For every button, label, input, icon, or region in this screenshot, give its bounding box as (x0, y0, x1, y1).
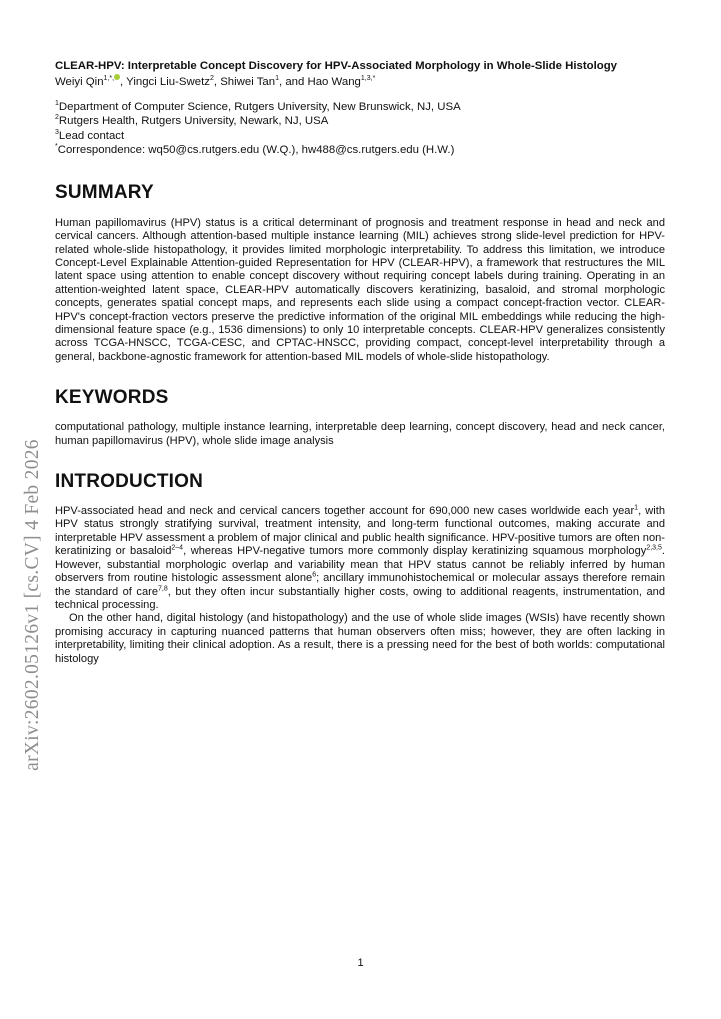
introduction-body (55, 505, 665, 666)
affiliation-text: Lead contact (58, 129, 125, 142)
paper-page (55, 60, 665, 666)
affiliation-text: Correspondence: wq50@cs.rutgers.edu (W.Q.), hw488@cs.rutgers.edu (H.W.) (57, 144, 455, 157)
page-number: 1 (357, 957, 364, 969)
affiliation-line (55, 100, 665, 115)
citation-reference[interactable]: 6 (312, 571, 317, 579)
author-name: Shiwei Tan (220, 75, 276, 88)
affiliation-marker: 1 (55, 100, 59, 107)
intro-paragraph-2: On the other hand, digital histology (and histopathology) and the use of whole slide images (WSIs) have recently shown promising accuracy in capturing nuanced patterns that human observers often miss; however, they are often lacking in interpretability, limiting their clinical adoption. As a result, there is a pressing need for the best of both worlds: computational histology (55, 612, 665, 665)
introduction-heading: INTRODUCTION (55, 471, 204, 493)
author-affiliation-marker: 1,3,* (360, 75, 376, 82)
paper-title: CLEAR-HPV: Interpretable Concept Discovery for HPV-Associated Morphology in Whole-Slide Histology (55, 60, 618, 72)
keywords-text: computational pathology, multiple instance learning, interpretable deep learning, concept discovery, head and neck cancer, human papillomavirus (HPV), whole slide image analysis (55, 421, 665, 447)
affiliation-text: Department of Computer Science, Rutgers University, New Brunswick, NJ, USA (58, 100, 461, 113)
summary-heading: SUMMARY (55, 181, 154, 203)
summary-text: Human papillomavirus (HPV) status is a critical determinant of prognosis and treatment response in head and neck and cervical cancers. Although attention-based multiple instance learning (MIL) achieves strong slide-level prediction for HPV-related whole-slide histopathology, it provides limited morphologic interpretability. To address this limitation, we introduce Concept-Level Explainable Attention-guided Representation for HPV (CLEAR-HPV), a framework that restructures the MIL latent space using attention to enable concept discovery without requiring concept labels during training. Operating in an attention-weighted latent space, CLEAR-HPV automatically discovers keratinizing, basaloid, and stromal morphologic concepts, generates spatial concept maps, and represents each slide using a compact concept-fraction vector. CLEAR-HPV's concept-fraction vectors preserve the predictive information of the original MIL embeddings while reducing the high-dimensional feature space (e.g., 1536 dimensions) to only 10 interpretable concepts. CLEAR-HPV generalizes consistently across TCGA-HNSCC, TCGA-CESC, and CPTAC-HNSCC, providing compact, concept-level interpretability through a general, backbone-agnostic framework for attention-based MIL models of whole-slide histopathology. (55, 216, 665, 363)
author-name: Weiyi Qin (55, 75, 104, 88)
author-affiliation-marker: 1 (275, 75, 279, 82)
author-list: Weiyi Qin$^{1,*,}$ , Yingci Liu-Swetz$^2$, Shiwei Tan$^1$, and Hao Wang$^{1,3,*}$ (55, 75, 376, 88)
intro-paragraph-1: HPV-associated head and neck and cervical cancers together account for 690,000 new cases worldwide each year$^1$, with HPV status strongly stratifying survival, treatment intensity, and long-term functional outcomes, making accurate and interpretable HPV assessment a problem of major clinical and public health significance. HPV-positive tumors are often non-keratinizing or basaloid$^{2-4}$, whereas HPV-negative tumors more commonly display keratinizing squamous morphology$^{2,3,5}$. However, substantial morphologic overlap and variability mean that HPV status cannot be reliably inferred by human observers from routine histologic assessment alone$^6$; ancillary immunohistochemical or molecular assays therefore remain the standard of care$^{7,8}$, but they often incur substantially higher costs, owing to additional reagents, instrumentation, and technical processing. (55, 504, 666, 611)
affiliations (55, 100, 665, 158)
affiliation-line (55, 143, 665, 158)
citation-reference[interactable]: 2–4 (171, 544, 184, 552)
citation-reference[interactable]: 1 (634, 504, 639, 512)
author-name: Hao Wang (307, 75, 361, 88)
arxiv-identifier: arXiv:2602.05126v1 [cs.CV] 4 Feb 2026 (22, 439, 43, 771)
arxiv-watermark (22, 439, 52, 771)
affiliation-marker: 2 (55, 114, 59, 122)
author-name: Yingci Liu-Swetz (126, 75, 210, 88)
author-affiliation-marker: 2 (209, 75, 214, 82)
affiliation-line (55, 114, 665, 129)
affiliation-text: Rutgers Health, Rutgers University, Newark, NJ, USA (58, 115, 329, 128)
citation-reference[interactable]: 2,3,5 (646, 544, 662, 552)
orcid-icon[interactable] (114, 74, 120, 80)
citation-reference[interactable]: 7,8 (158, 584, 168, 592)
affiliation-marker: 3 (55, 129, 59, 136)
keywords-heading: KEYWORDS (55, 387, 169, 409)
affiliation-line (55, 129, 665, 144)
affiliation-marker: * (55, 143, 58, 151)
author-affiliation-marker: 1,*, (103, 75, 115, 82)
